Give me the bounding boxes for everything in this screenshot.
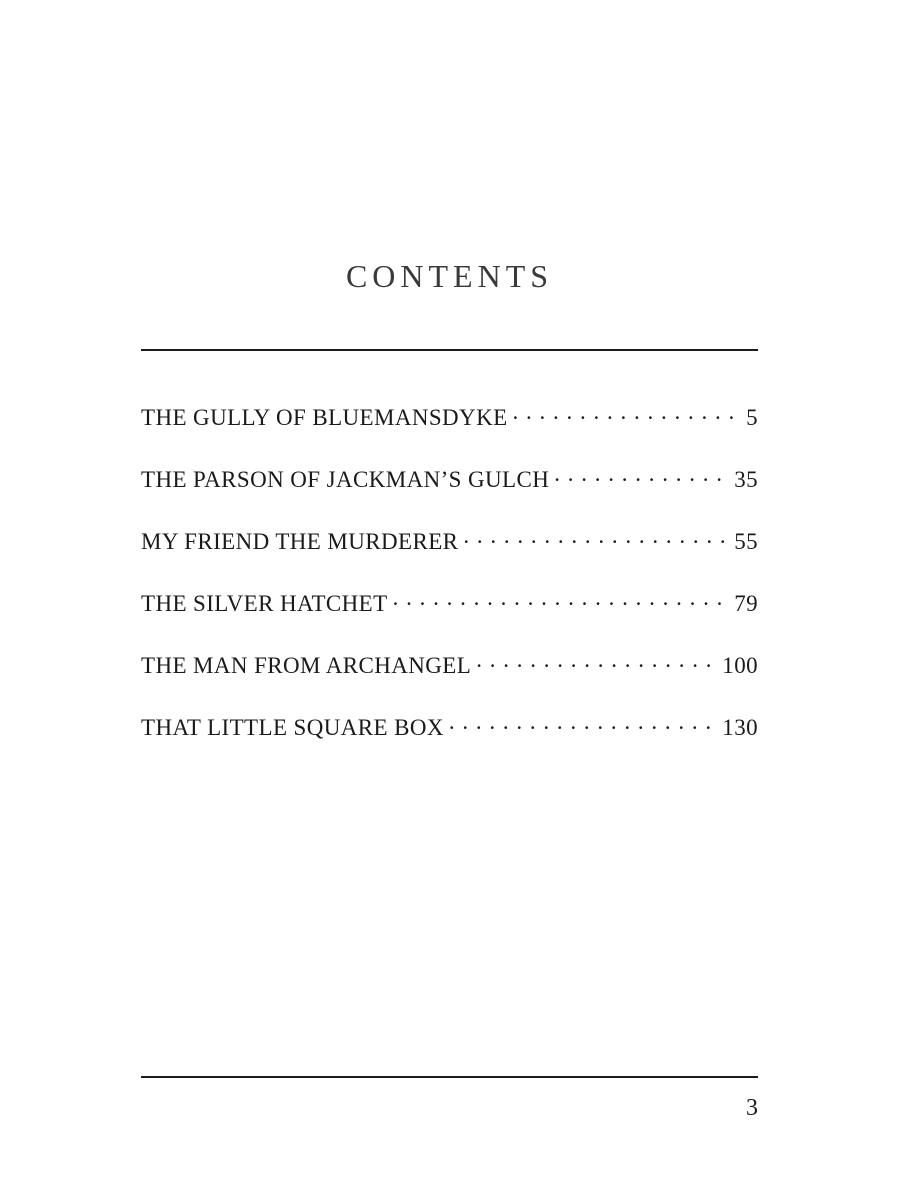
divider-top: [141, 349, 758, 351]
table-of-contents: [141, 402, 758, 774]
list-item[interactable]: [141, 526, 758, 555]
list-item[interactable]: [141, 712, 758, 741]
list-item[interactable]: [141, 650, 758, 679]
toc-entry-page: 55: [734, 529, 758, 554]
dot-leader: [449, 712, 719, 735]
dot-leader: [554, 464, 731, 487]
dot-leader: [513, 402, 744, 425]
toc-entry-page: 130: [722, 715, 758, 740]
dot-leader: [463, 526, 731, 549]
divider-bottom: [141, 1076, 758, 1078]
toc-entry-title: MY FRIEND THE MURDERER: [141, 529, 459, 554]
toc-entry-title: THE SILVER HATCHET: [141, 591, 388, 616]
folio-page-number: 3: [746, 1095, 758, 1121]
page-title: CONTENTS: [345, 258, 554, 294]
list-item[interactable]: [141, 588, 758, 617]
toc-entry-title: THE MAN FROM ARCHANGEL: [141, 653, 472, 678]
toc-entry-page: 100: [722, 653, 758, 678]
toc-entry-page: 5: [746, 405, 758, 430]
toc-entry-title: THAT LITTLE SQUARE BOX: [141, 715, 444, 740]
dot-leader: [476, 650, 719, 673]
dot-leader: [393, 588, 732, 611]
toc-entry-page: 79: [734, 591, 758, 616]
toc-entry-title: THE GULLY OF BLUEMANSDYKE: [141, 405, 508, 430]
list-item[interactable]: [141, 464, 758, 493]
list-item[interactable]: [141, 402, 758, 431]
toc-entry-page: 35: [734, 467, 758, 492]
contents-block: [141, 0, 758, 1200]
toc-entry-title: THE PARSON OF JACKMAN’S GULCH: [141, 467, 550, 492]
